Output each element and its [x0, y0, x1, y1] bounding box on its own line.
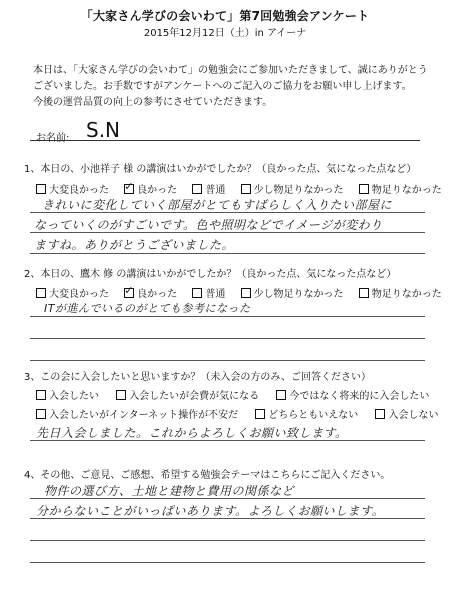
- q2-option-2[interactable]: [124, 285, 177, 300]
- q1-answer-line-1: きれいに変化していく部屋がとてもすばらしく入りたい部屋に: [42, 198, 393, 212]
- q4-rule-1: [30, 498, 425, 499]
- q1-option-5-label: 物足りなかった: [371, 185, 442, 196]
- q1-answer-line-2: なっていくのがすごいです。色や照明などでイメージが変わり: [34, 218, 383, 232]
- intro-line-3: 今後の運営品質の向上の参考にさせていただきます。: [33, 97, 273, 108]
- q2-option-5[interactable]: [359, 285, 442, 300]
- q3-option-2[interactable]: [116, 387, 259, 402]
- q1-option-1[interactable]: [36, 181, 109, 196]
- q1-option-3[interactable]: [192, 181, 225, 196]
- q3-option-6[interactable]: [375, 406, 438, 421]
- q3-checkbox-2[interactable]: [116, 390, 126, 400]
- q1-option-5[interactable]: [359, 181, 442, 196]
- q3-option-2-label: 入会したいが会費が気になる: [129, 391, 260, 402]
- q1-option-1-label: 大変良かった: [49, 185, 109, 196]
- q2-option-4[interactable]: [241, 285, 344, 300]
- q1-option-2-label: 良かった: [137, 185, 178, 196]
- q2-checkbox-5[interactable]: [359, 288, 369, 298]
- q2-answer-line-1: ITが進んでいるのがとても参考になった: [44, 302, 251, 315]
- q3-option-1-label: 入会したい: [49, 391, 99, 402]
- name-underline: [30, 140, 420, 141]
- q2-checkbox-2[interactable]: [124, 288, 134, 298]
- q1-option-3-label: 普通: [205, 185, 226, 196]
- q2-options: [36, 285, 450, 300]
- q2-option-5-label: 物足りなかった: [371, 289, 442, 300]
- q4-answer-line-1: 物件の選び方、土地と建物と費用の関係など: [44, 484, 295, 498]
- q3-option-3-label: 今ではなく将来的に入会したい: [289, 391, 430, 402]
- q2-option-3[interactable]: [192, 285, 225, 300]
- q3-checkbox-1[interactable]: [36, 390, 46, 400]
- q2-question: 2、本日の、鷹木 修 の講演はいかがでしたか？（良かった点、気になった点など）: [24, 269, 397, 280]
- q2-option-4-label: 少し物足りなかった: [253, 289, 344, 300]
- q2-option-2-label: 良かった: [137, 289, 178, 300]
- survey-title: 「大家さん学びの会いわて」第7回勉強会アンケート: [80, 9, 370, 23]
- q1-checkbox-1[interactable]: [36, 184, 46, 194]
- q3-rule-1: [30, 440, 425, 441]
- q4-rule-4: [30, 562, 425, 563]
- q3-options-row-1: [36, 387, 441, 402]
- q4-rule-2: [30, 518, 425, 519]
- q3-option-5[interactable]: [255, 406, 358, 421]
- q1-answer-line-3: ますね。ありがとうございました。: [34, 238, 235, 252]
- q3-option-1[interactable]: [36, 387, 99, 402]
- q1-options: [36, 181, 450, 196]
- q1-rule-2: [30, 232, 425, 233]
- q3-option-5-label: どちらともいえない: [268, 410, 359, 421]
- name-label: お名前:: [36, 133, 70, 144]
- q4-question: 4、その他、ご意見、ご感想、希望する勉強会テーマはこちらにご記入ください。: [24, 470, 391, 481]
- q4-answer-line-2: 分からないことがいっぱいあります。よろしくお願いします。: [36, 504, 385, 518]
- q1-checkbox-4[interactable]: [241, 184, 251, 194]
- q2-rule-2: [30, 338, 425, 339]
- q1-question: 1、本日の、小池祥子 様 の講演はいかがでしたか？（良かった点、気になった点など）: [24, 164, 417, 175]
- intro-text: [33, 63, 433, 111]
- q1-option-4[interactable]: [241, 181, 344, 196]
- q2-checkbox-3[interactable]: [192, 288, 202, 298]
- q1-rule-3: [30, 253, 425, 254]
- q1-checkbox-5[interactable]: [359, 184, 369, 194]
- q2-rule-1: [30, 316, 425, 317]
- q4-rule-3: [30, 540, 425, 541]
- q3-checkbox-5[interactable]: [255, 409, 265, 419]
- q3-question: 3、この会に入会したいと思いますか？（未入会の方のみ、ご回答ください）: [24, 372, 371, 383]
- intro-line-2: ございました。お手数ですがアンケートへのご記入のご協力をお願い申し上げます。: [33, 81, 412, 92]
- q3-option-3[interactable]: [276, 387, 429, 402]
- q3-checkbox-6[interactable]: [375, 409, 385, 419]
- q2-rule-3: [30, 360, 425, 361]
- q1-option-2[interactable]: [124, 181, 177, 196]
- q3-answer-line-1: 先日入会しました。これからよろしくお願い致します。: [36, 426, 348, 440]
- intro-line-1: 本日は、「大家さん学びの会いわて」の勉強会にご参加いただきまして、誠にありがとう: [33, 65, 428, 76]
- survey-date: 2015年12月12日（土）in アイーナ: [143, 28, 307, 39]
- q2-option-3-label: 普通: [205, 289, 226, 300]
- q2-option-1-label: 大変良かった: [49, 289, 109, 300]
- q3-option-6-label: 入会しない: [388, 410, 439, 421]
- q1-rule-1: [30, 212, 425, 213]
- q2-option-1[interactable]: [36, 285, 109, 300]
- q1-checkbox-2[interactable]: [124, 184, 134, 194]
- q2-checkbox-1[interactable]: [36, 288, 46, 298]
- q3-checkbox-3[interactable]: [276, 390, 286, 400]
- q3-option-4[interactable]: [36, 406, 238, 421]
- q3-option-4-label: 入会したいがインターネット操作が不安だ: [49, 410, 239, 421]
- q1-option-4-label: 少し物足りなかった: [253, 185, 344, 196]
- q2-checkbox-4[interactable]: [241, 288, 251, 298]
- q3-checkbox-4[interactable]: [36, 409, 46, 419]
- name-value: S.N: [86, 118, 121, 142]
- q3-options-row-2: [36, 406, 450, 421]
- q1-checkbox-3[interactable]: [192, 184, 202, 194]
